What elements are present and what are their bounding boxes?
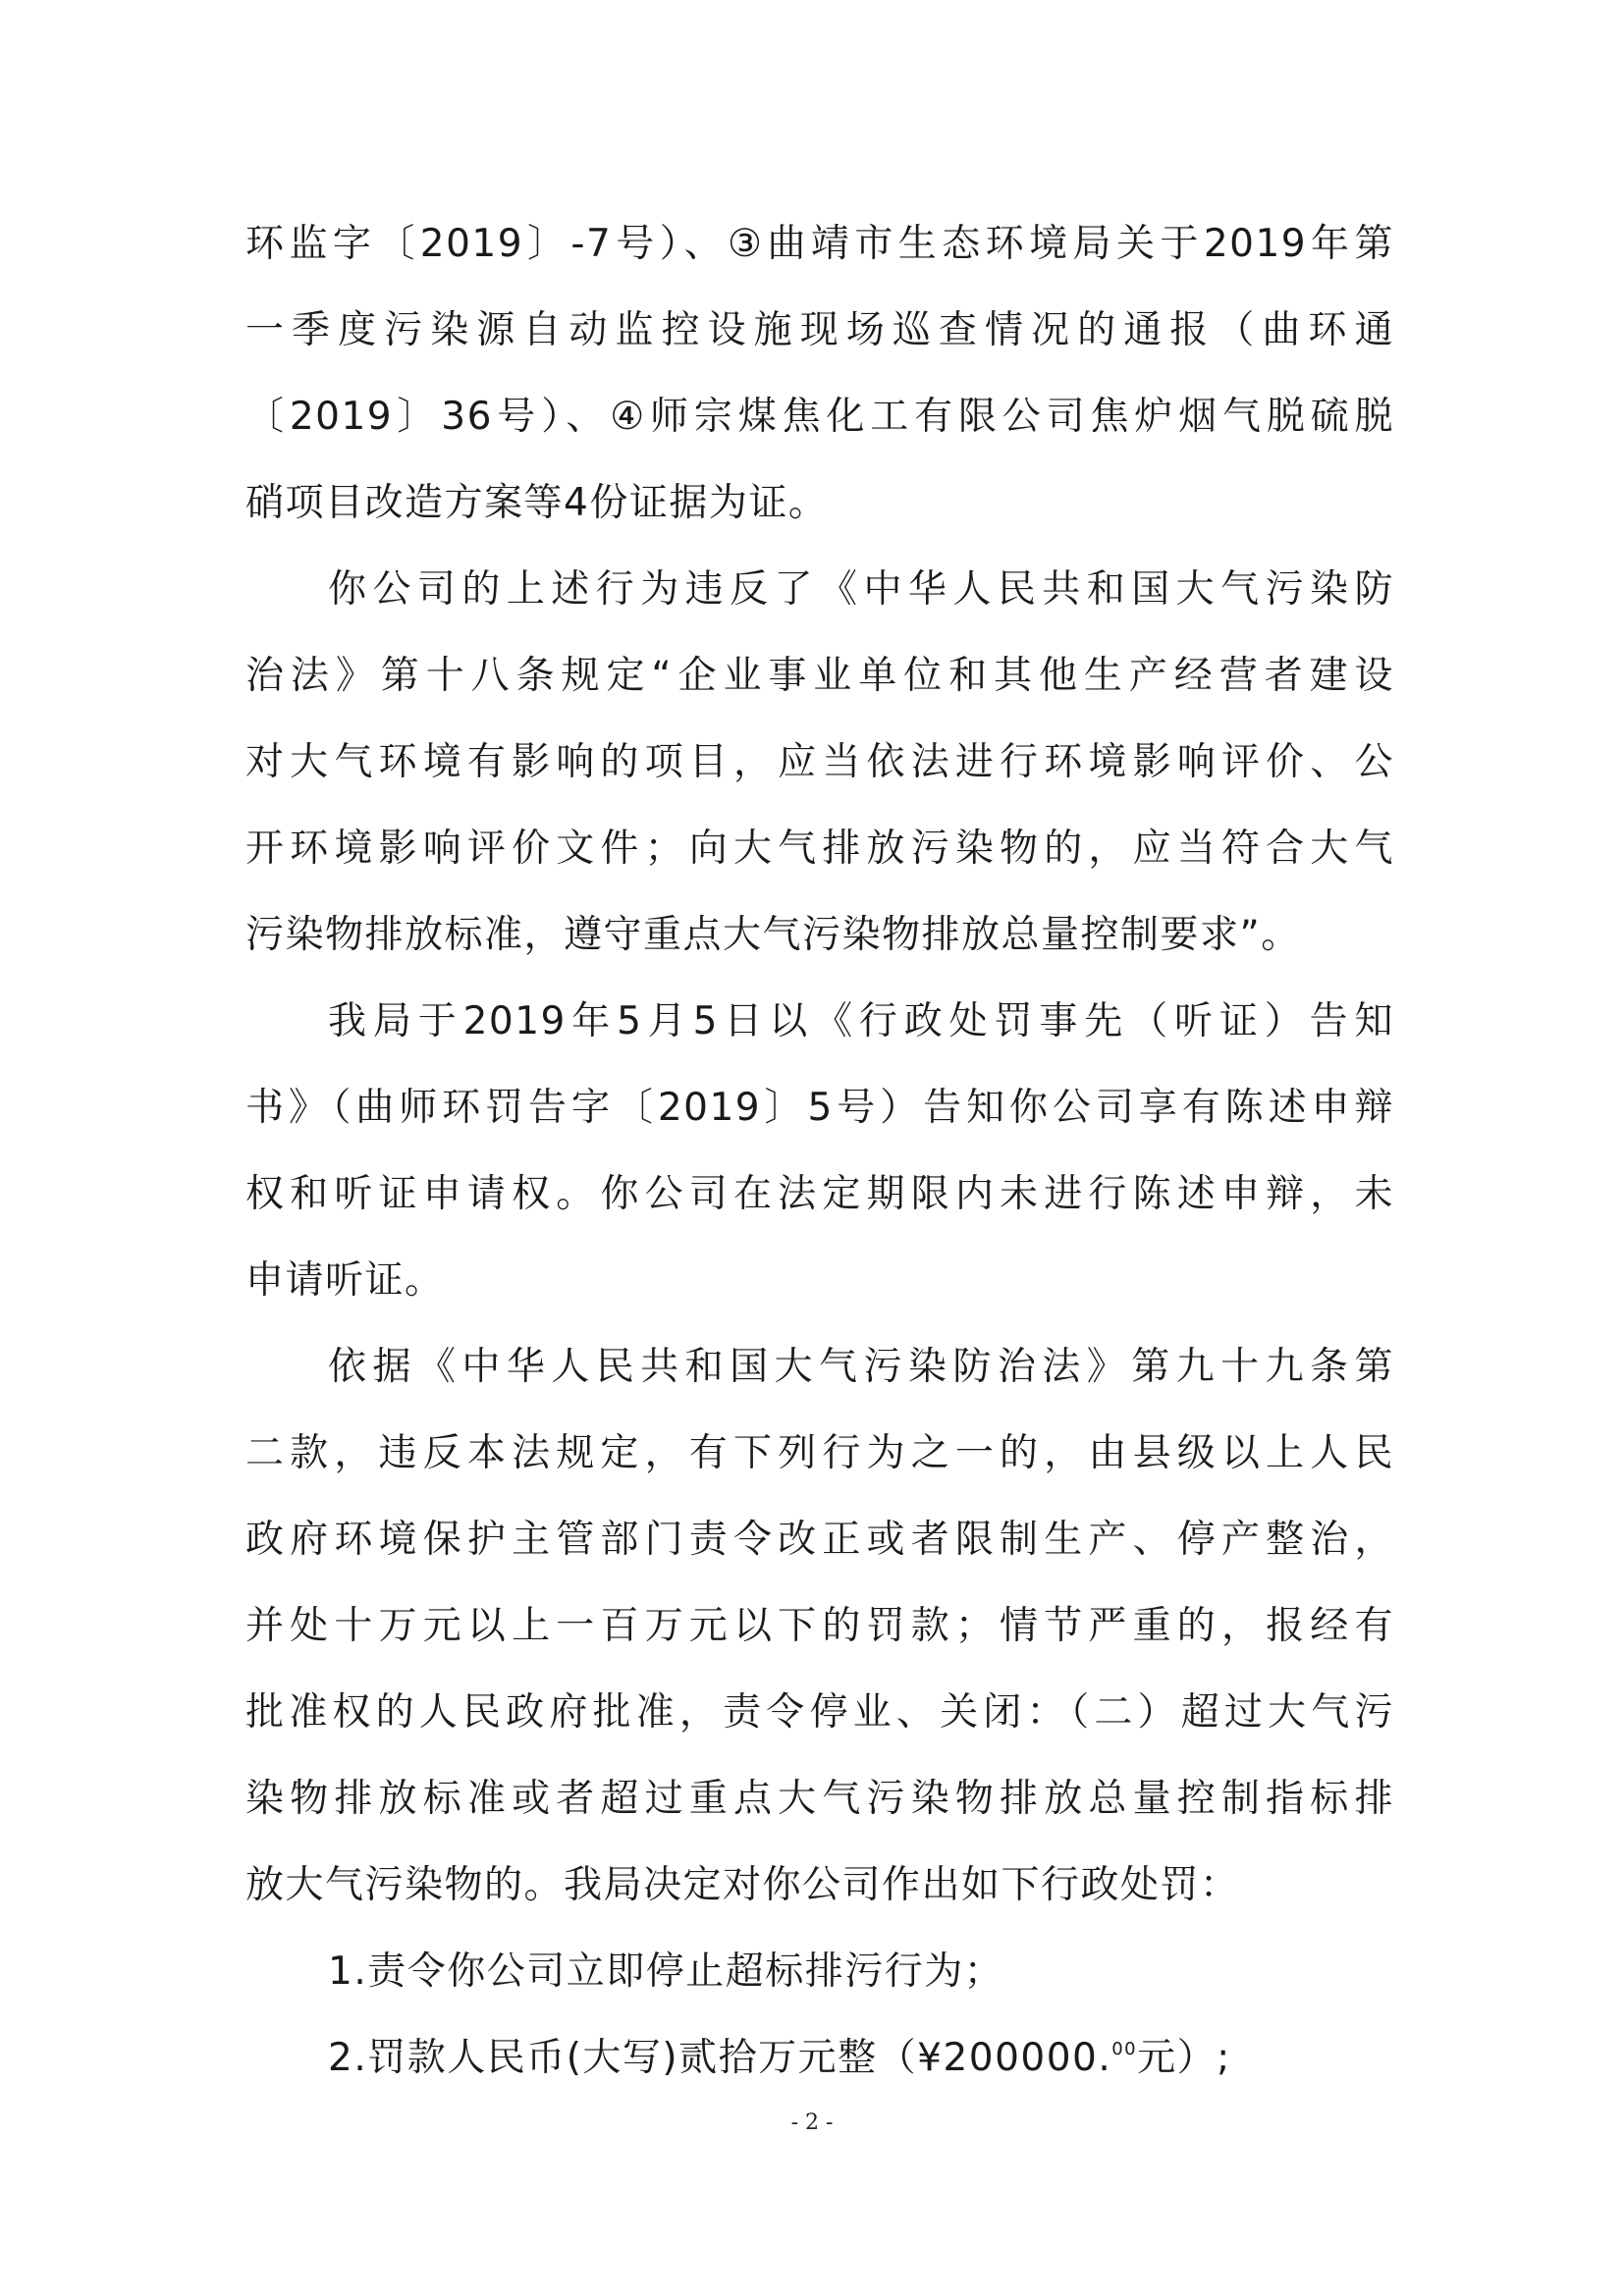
text-line: 批准权的人民政府批准，责令停业、关闭：（二）超过大气污 [245,1690,1394,1735]
text-line: 硝项目改造方案等4份证据为证。 [245,481,829,525]
text-line: 政府环境保护主管部门责令改正或者限制生产、停产整治， [245,1518,1394,1562]
text-line: 环监字〔2019〕-7号）、③曲靖市生态环境局关于2019年第 [245,222,1394,266]
fine-line-before: 2.罚款人民币(大写)贰拾万元整（¥200000. [328,2036,1112,2080]
text-line: 你公司的上述行为违反了《中华人民共和国大气污染防 [328,567,1394,612]
text-line: 〔2019〕36号）、④师宗煤焦化工有限公司焦炉烟气脱硫脱 [245,395,1394,439]
page-number: - 2 - [790,2110,834,2135]
text-line: 染物排放标准或者超过重点大气污染物排放总量控制指标排 [245,1777,1394,1821]
text-line: 一季度污染源自动监控设施现场巡查情况的通报（曲环通 [245,308,1394,352]
fine-line-after: 元）; [1137,2036,1231,2080]
text-line: 放大气污染物的。我局决定对你公司作出如下行政处罚： [245,1863,1240,1907]
text-line: 书》（曲师环罚告字〔2019〕5号）告知你公司享有陈述申辩 [245,1086,1394,1130]
text-line: 对大气环境有影响的项目，应当依法进行环境影响评价、公 [245,740,1394,784]
text-line: 并处十万元以上一百万元以下的罚款；情节严重的，报经有 [245,1604,1394,1648]
text-line: 我局于2019年5月5日以《行政处罚事先（听证）告知 [328,999,1394,1043]
text-line: 二款，违反本法规定，有下列行为之一的，由县级以上人民 [245,1431,1394,1475]
text-line: 依据《中华人民共和国大气污染防治法》第九十九条第 [328,1345,1394,1389]
text-line: 治法》第十八条规定“企业事业单位和其他生产经营者建设 [245,654,1394,698]
document-body [245,201,1394,2102]
text-line: 开环境影响评价文件；向大气排放污染物的，应当符合大气 [245,827,1394,871]
fine-line-superscript: 00 [1111,2039,1138,2059]
text-line: 污染物排放标准，遵守重点大气污染物排放总量控制要求”。 [245,913,1301,957]
text-line: 1.责令你公司立即停止超标排污行为； [328,1949,1004,1994]
fine-line [245,2015,1394,2102]
text-line: 权和听证申请权。你公司在法定期限内未进行陈述申辩，未 [245,1172,1394,1216]
text-line: 申请听证。 [245,1258,445,1303]
